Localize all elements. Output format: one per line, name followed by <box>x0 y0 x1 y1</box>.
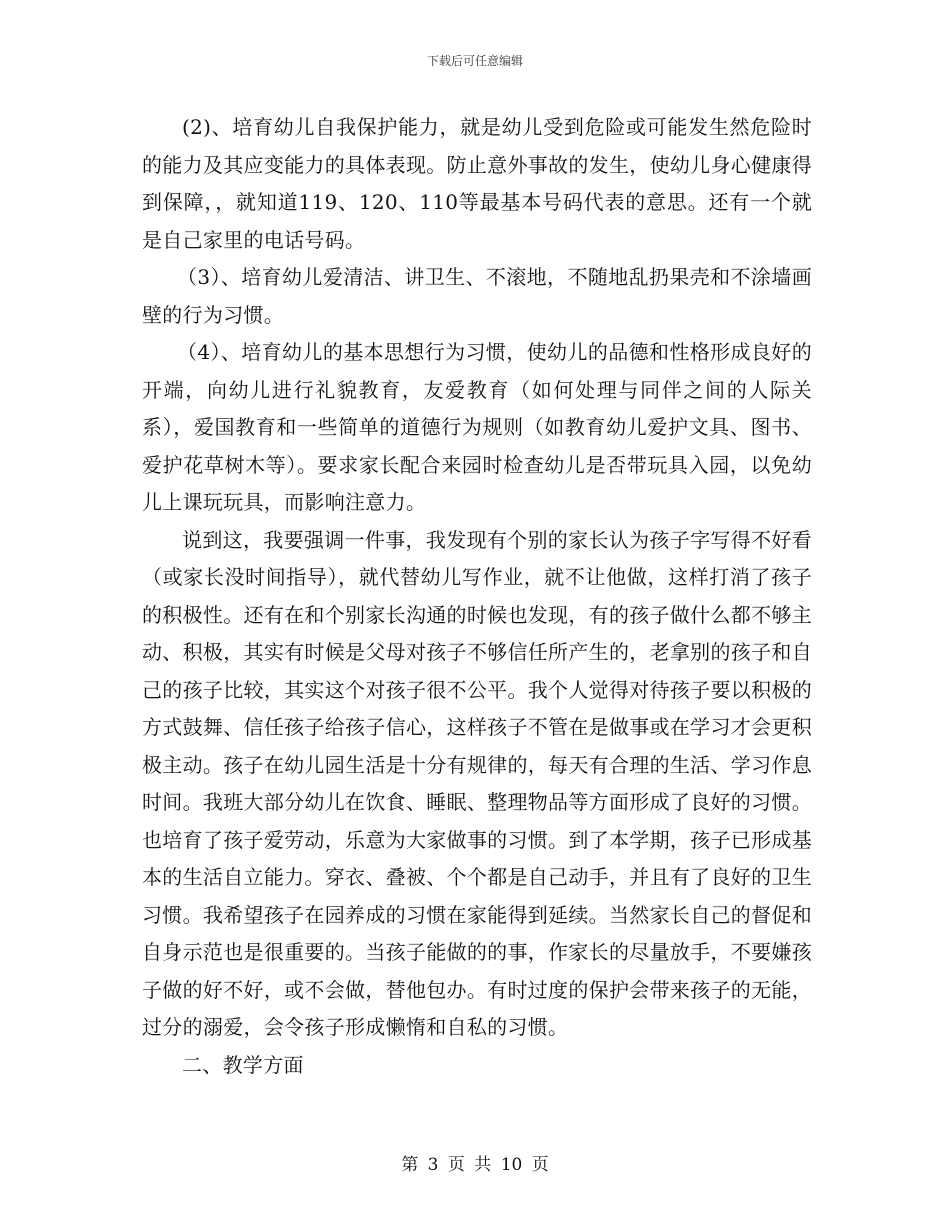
paragraph-behavior-habits: （4）、培育幼儿的基本思想行为习惯，使幼儿的品德和性格形成良好的开端，向幼儿进行礼貌教育，友爱教育（如何处理与同伴之间的人际关系），爱国教育和一些简单的道德行为规则（如教育幼儿爱护文具、图书、爱护花草树木等）。要求家长配合来园时检查幼儿是否带玩具入园，以免幼儿上课玩玩具，而影响注意力。 <box>142 340 812 514</box>
page-header: 下载后可任意编辑 <box>426 54 523 68</box>
paragraph-parent-guidance: 说到这，我要强调一件事，我发现有个别的家长认为孩子字写得不好看（或家长没时间指导），就代替幼儿写作业，就不让他做，这样打消了孩子的积极性。还有在和个别家长沟通的时候也发现，有的孩子做什么都不够主动、积极，其实有时候是父母对孩子不够信任所产生的，老拿别的孩子和自己的孩子比较，其实这个对孩子很不公平。我个人觉得对待孩子要以积极的方式鼓舞、信任孩子给孩子信心，这样孩子不管在是做事或在学习才会更积极主动。孩子在幼儿园生活是十分有规律的，每天有合理的生活、学习作息时间。我班大部分幼儿在饮食、睡眠、整理物品等方面形成了良好的习惯。也培育了孩子爱劳动，乐意为大家做事的习惯。到了本学期，孩子已形成基本的生活自立能力。穿衣、叠被、个个都是自己动手，并且有了良好的卫生习惯。我希望孩子在园养成的习惯在家能得到延续。当然家长自己的督促和自身示范也是很重要的。当孩子能做的的事，作家长的尽量放手，不要嫌孩子做的好不好，或不会做，替他包办。有时过度的保护会带来孩子的无能，过分的溺爱，会令孩子形成懒惰和自私的习惯。 <box>142 527 812 1039</box>
document-body <box>142 109 812 1084</box>
section-heading-teaching: 二、教学方面 <box>182 1052 304 1077</box>
paragraph-self-protection: (2)、培育幼儿自我保护能力，就是幼儿受到危险或可能发生然危险时的能力及其应变能力的具体表现。防止意外事故的发生，使幼儿身心健康得到保障，，就知道119、120、110等最基本号码代表的意思。还有一个就是自己家里的电话号码。 <box>142 115 812 252</box>
page-footer: 第 3 页 共 10 页 <box>401 1155 549 1175</box>
paragraph-hygiene: （3）、培育幼儿爱清洁、讲卫生、不滚地，不随地乱扔果壳和不涂墙画壁的行为习惯。 <box>142 265 812 327</box>
